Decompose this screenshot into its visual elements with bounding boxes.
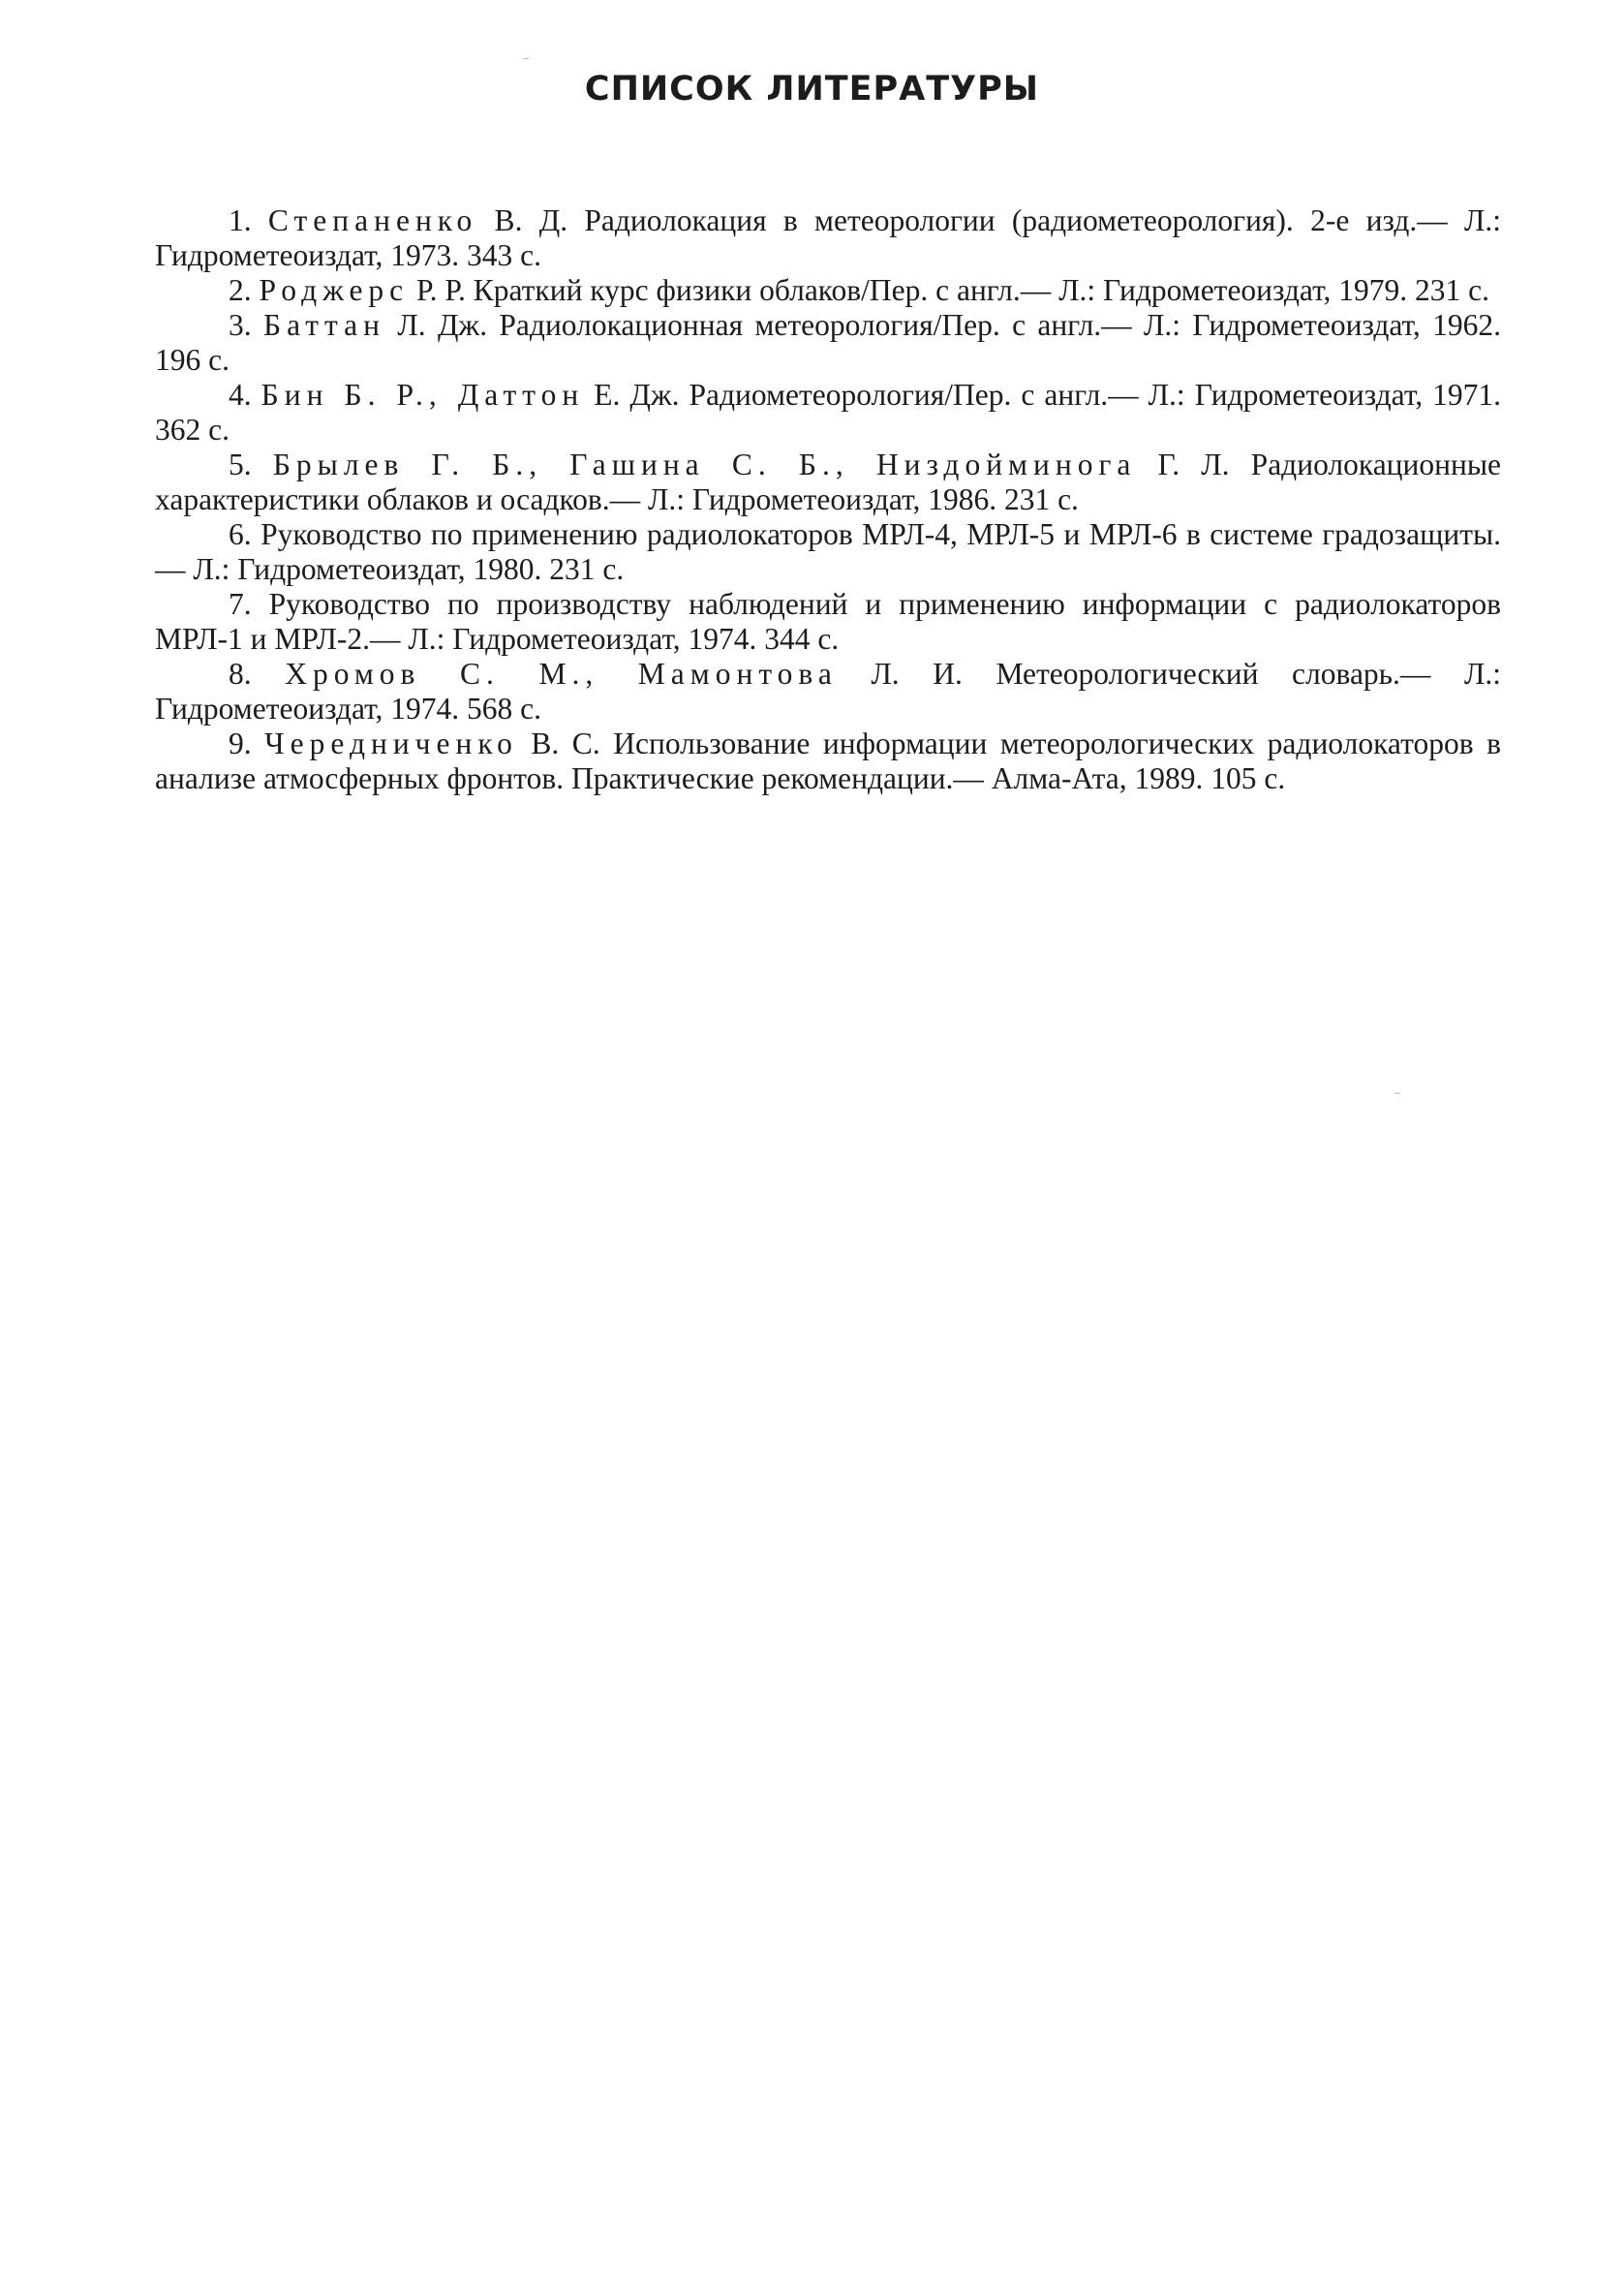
reference-text: Руководство по применению радиолокаторов МРЛ-4, МРЛ-5 и МРЛ-6 в системе градозащиты.— Л.: Гидрометеоиздат, 1980. 231 с. (155, 517, 1502, 586)
reference-text: Г. Л. Радиолокационные характеристики облаков и осадков.— Л.: Гидрометеоиздат, 1986. 231 с. (155, 448, 1502, 516)
scan-speck (1394, 1093, 1400, 1094)
reference-number: 4. (229, 378, 252, 412)
reference-item (155, 308, 1501, 378)
reference-number: 9. (229, 727, 252, 760)
reference-authors: Хромов С. М., Мамонтова (285, 657, 838, 691)
reference-authors: Степаненко (267, 203, 478, 237)
reference-text: Е. Дж. Радиометеорология/Пер. с англ.— Л.: Гидрометеоиздат, 1971. 362 с. (155, 378, 1501, 447)
reference-item (155, 203, 1501, 273)
reference-text: В. Д. Радиолокация в метеорологии (радиометеорология). 2-е изд.— Л.: Гидрометеоиздат, 1973. 343 с. (155, 203, 1501, 272)
reference-item (155, 273, 1501, 308)
reference-text: В. С. Использование информации метеорологических радиолокаторов в анализе атмосферных фронтов. Практические рекомендации.— Алма-Ата, 1989. 105 с. (155, 727, 1501, 795)
reference-number: 7. (229, 587, 252, 621)
reference-list (155, 203, 1501, 796)
reference-authors: Роджерс (259, 273, 410, 307)
reference-item (155, 727, 1501, 796)
reference-item (155, 448, 1501, 517)
reference-authors: Чередниченко (264, 727, 518, 760)
reference-text: Руководство по производству наблюдений и применению информации с радиолокаторов МРЛ-1 и МРЛ-2.— Л.: Гидрометеоиздат, 1974. 344 с. (155, 587, 1502, 656)
reference-number: 5. (229, 448, 252, 481)
reference-number: 6. (229, 517, 252, 551)
reference-item (155, 517, 1501, 587)
reference-text: Л. Дж. Радиолокационная метеорология/Пер. с англ.— Л.: Гидрометеоиздат, 1962. 196 с. (155, 308, 1502, 377)
reference-authors: Бин Б. Р., Даттон (260, 378, 585, 412)
reference-authors: Брылев Г. Б., Гашина С. Б., Низдойминога (272, 448, 1137, 481)
page-title: СПИСОК ЛИТЕРАТУРЫ (584, 70, 1040, 108)
reference-text: Р. Р. Краткий курс физики облаков/Пер. с англ.— Л.: Гидрометеоиздат, 1979. 231 с. (409, 273, 1489, 307)
reference-item (155, 657, 1501, 727)
reference-number: 3. (229, 308, 252, 342)
reference-item (155, 378, 1501, 448)
reference-authors: Баттан (262, 308, 385, 342)
reference-number: 1. (229, 203, 252, 237)
reference-number: 2. (229, 273, 252, 307)
reference-text: Л. И. Метеорологический словарь.— Л.: Гидрометеоиздат, 1974. 568 с. (155, 657, 1501, 726)
reference-number: 8. (229, 657, 252, 691)
reference-item (155, 587, 1501, 657)
scan-speck (523, 58, 529, 59)
